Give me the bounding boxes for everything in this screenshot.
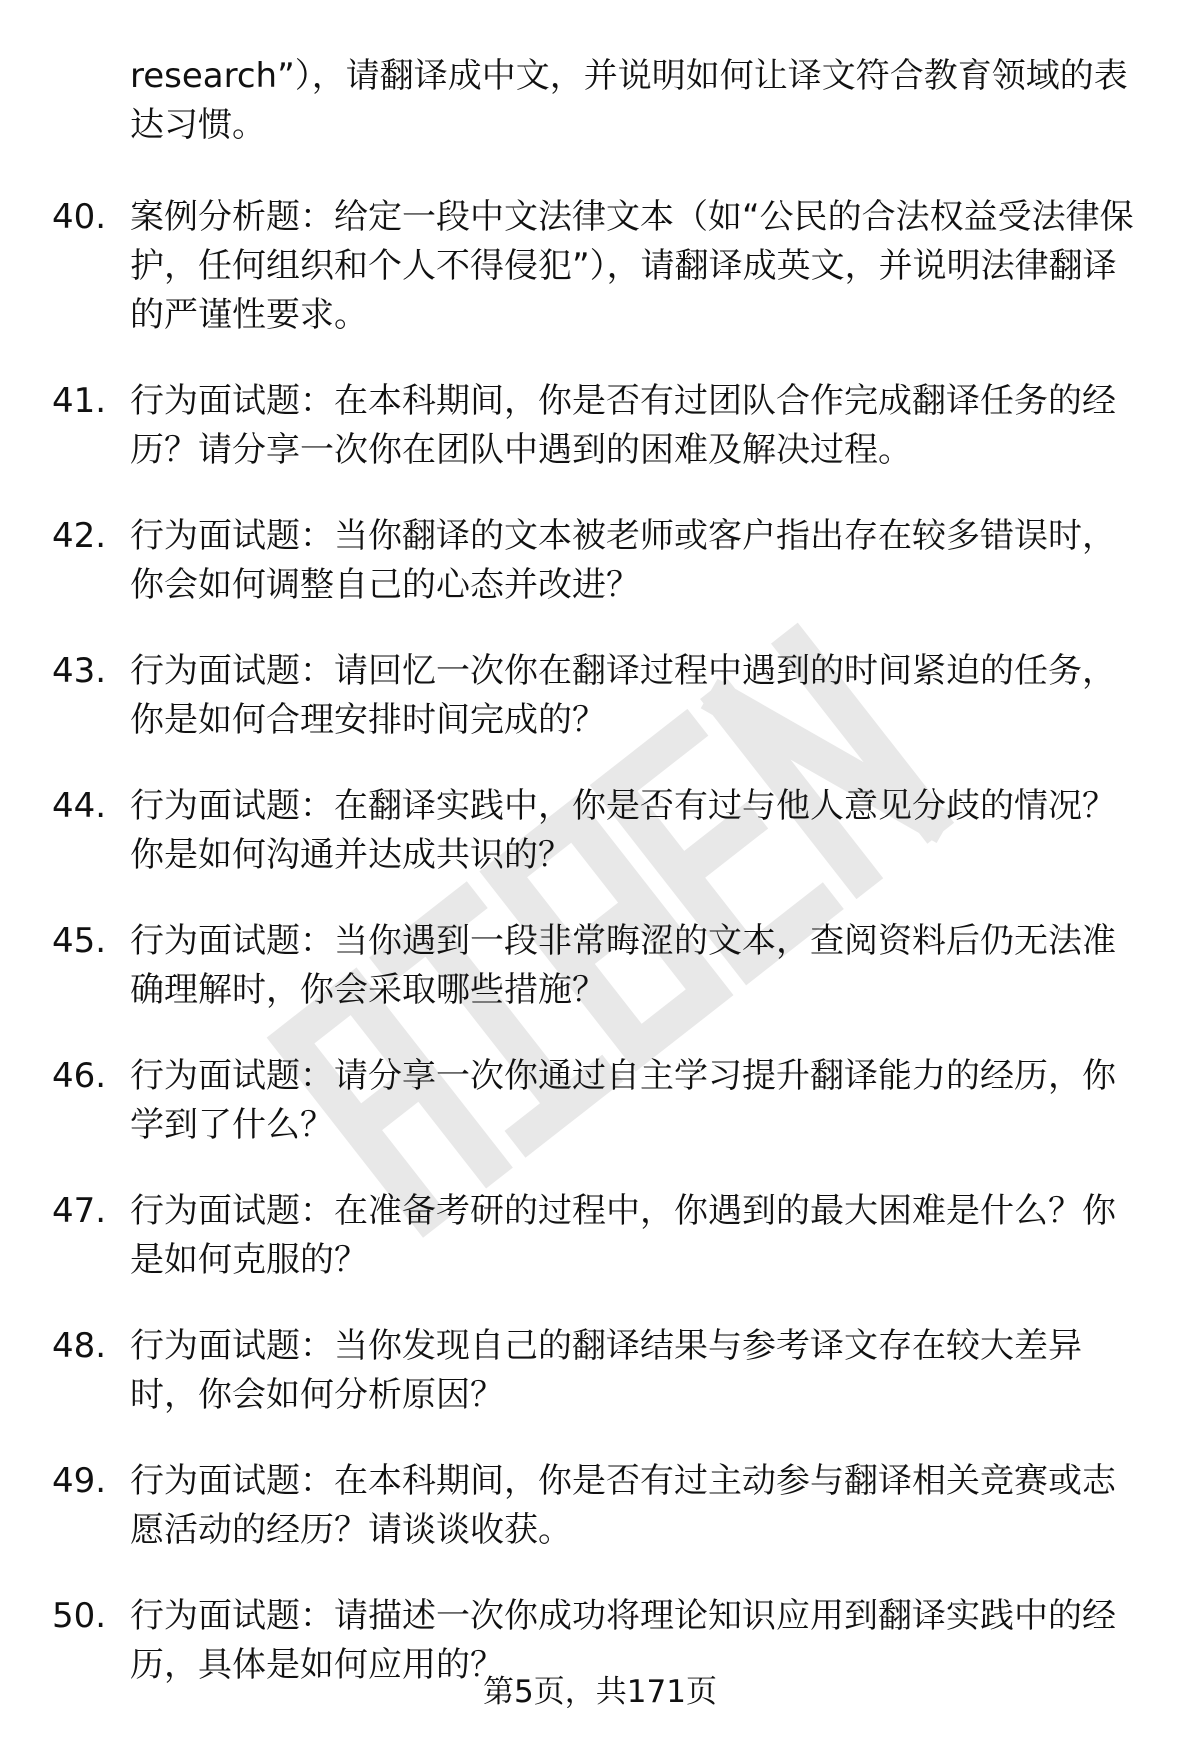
item-number: 48. — [52, 1326, 107, 1366]
item-number: 46. — [52, 1056, 107, 1096]
continued-question-text: research”），请翻译成中文，并说明如何让译文符合教育领域的表达习惯。 — [130, 56, 1128, 145]
list-item — [0, 1322, 1200, 1420]
item-number: 41. — [52, 381, 107, 421]
list-item — [0, 782, 1200, 880]
item-number: 49. — [52, 1461, 107, 1501]
item-text: 案例分析题：给定一段中文法律文本（如“公民的合法权益受法律保护，任何组织和个人不得侵犯”），请翻译成英文，并说明法律翻译的严谨性要求。 — [130, 197, 1134, 335]
item-number: 43. — [52, 651, 107, 691]
list-item — [0, 647, 1200, 745]
item-number: 44. — [52, 786, 107, 826]
list-item — [0, 1457, 1200, 1555]
item-text: 行为面试题：请回忆一次你在翻译过程中遇到的时间紧迫的任务，你是如何合理安排时间完成的？ — [130, 651, 1116, 740]
list-item — [0, 377, 1200, 475]
item-number: 42. — [52, 516, 107, 556]
item-number: 40. — [52, 197, 107, 237]
item-text: 行为面试题：在准备考研的过程中，你遇到的最大困难是什么？你是如何克服的？ — [130, 1191, 1116, 1280]
list-item — [0, 1052, 1200, 1150]
item-text: 行为面试题：当你发现自己的翻译结果与参考译文存在较大差异时，你会如何分析原因？ — [130, 1326, 1082, 1415]
item-text: 行为面试题：在本科期间，你是否有过主动参与翻译相关竞赛或志愿活动的经历？请谈谈收获。 — [130, 1461, 1116, 1550]
page-number-footer: 第5页，共171页 — [483, 1674, 717, 1710]
item-text: 行为面试题：当你翻译的文本被老师或客户指出存在较多错误时，你会如何调整自己的心态并改进？ — [130, 516, 1116, 605]
item-text: 行为面试题：请描述一次你成功将理论知识应用到翻译实践中的经历，具体是如何应用的？ — [130, 1596, 1116, 1685]
item-number: 50. — [52, 1596, 107, 1636]
item-text: 行为面试题：在本科期间，你是否有过团队合作完成翻译任务的经历？请分享一次你在团队中遇到的困难及解决过程。 — [130, 381, 1116, 470]
list-item — [0, 512, 1200, 610]
item-number: 47. — [52, 1191, 107, 1231]
item-text: 行为面试题：当你遇到一段非常晦涩的文本，查阅资料后仍无法准确理解时，你会采取哪些措施？ — [130, 921, 1116, 1010]
item-text: 行为面试题：请分享一次你通过自主学习提升翻译能力的经历，你学到了什么？ — [130, 1056, 1116, 1145]
list-item — [0, 1187, 1200, 1285]
list-item — [0, 917, 1200, 1015]
question-list — [0, 52, 1200, 1727]
item-text: 行为面试题：在翻译实践中，你是否有过与他人意见分歧的情况？你是如何沟通并达成共识的？ — [130, 786, 1116, 875]
item-number: 45. — [52, 921, 107, 961]
list-item — [0, 193, 1200, 340]
